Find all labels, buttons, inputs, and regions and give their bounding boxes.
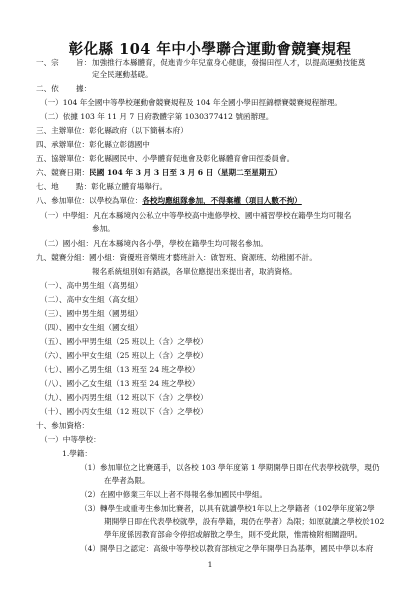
section-8-item-1-line-2: 參加。 [92,224,115,233]
section-2-item-2: （二）依據 103 年 11 月 7 日府教體字第 1030377412 號函辦理。 [40,112,274,121]
section-4-host: 四、承辦單位：彰化縣立彰德國中 [36,140,150,149]
rule-2: （2）在國中修業三年以上者不得報名參加國民中學組。 [80,490,268,499]
section-6-date-range: 民國 104 年 3 月 3 日至 3 月 6 日（星期二至星期五） [89,168,282,177]
section-8-participants [36,196,302,206]
section-5-co-organizers: 五、協辦單位：彰化縣國民中、小學體育促進會及彰化縣體育會田徑委員會。 [36,154,295,163]
section-1-text-line-2: 定全民運動基礎。 [92,70,153,79]
section-10-sub-secondary: （一）中等學校： [40,435,101,444]
section-6-dates [36,168,282,178]
section-10-eligibility: 十、參加資格： [36,421,90,430]
section-7-number: 七、地 [36,182,59,191]
rule-1-line-2: 在學者為限。 [104,476,150,485]
group-item: （一）、高中男生組（高男組） [40,281,143,290]
group-item: （九）、國小丙男生組（12 班以下（含）之學校） [40,393,208,402]
group-item: （四）、國中女生組（國女組） [40,323,143,332]
section-2-label: 據： [76,84,92,93]
section-2-item-1: （一）104 年全國中等學校運動會競賽規程及 104 年全國小學田徑錦標賽競賽規程辦理。 [40,98,343,107]
group-item: （六）、國小甲女生組（25 班以上（含）之學校） [40,351,208,360]
rule-3-line-2: 期開學日即在代表學校就學，設有學籍，現仍在學者）為限；如原就讀之學校於102 [104,517,385,526]
group-item: （七）、國小乙男生組（13 班至 24 班之學校） [40,365,200,374]
section-8-mandatory-note: 各校均應組隊參加，不得棄權（項目人數不拘） [142,196,302,205]
rule-4: （4）開學日之認定：高級中等學校以教育部核定之學年開學日為基準，國民中學以本府 [80,544,374,553]
section-9-prefix: 九、競賽分組：國小組： [36,253,120,262]
section-2-number: 二、依 [36,84,59,93]
section-9-note: 報名系統組別如有錯誤，各單位應提出來提出者，取消資格。 [92,267,298,276]
page-title: 彰化縣 104 年中小學聯合運動會競賽規程 [68,41,352,58]
section-7-venue: 點：彰化縣立體育場舉行。 [76,182,168,191]
section-1-label: 旨： [76,58,92,67]
section-3-organizer: 三、主辦單位：彰化縣政府（以下簡稱本府） [36,126,188,135]
section-9-rule: 資優班音樂班才藝班計入：啟智班、資源班、幼稚園不計。 [119,253,317,262]
section-1-number: 一、宗 [36,58,59,67]
section-10-item-enrollment: 1.學籍： [62,449,93,458]
group-item: （八）、國小乙女生組（13 班至 24 班之學校） [40,379,200,388]
rule-1-line-1: （1）參加單位之比賽選手，以各校 103 學年度第 1 學期開學日即在代表學校就學，現仍 [80,463,380,472]
section-1-text-line-1: 加強推行本縣體育，促進青少年兒童身心健康，發揚田徑人才，以提高運動技能奠 [92,58,366,67]
group-item: （三）、國中男生組（國男組） [40,309,143,318]
section-8-item-2: （二）國小組：凡在本縣境內各小學，學校在籍學生均可報名參加。 [40,239,268,248]
page-number: 1 [207,560,213,569]
rule-3-line-3: 學年度係因教育部命令停招或解散之學生，則不受此限，惟需檢附相關證明。 [104,530,363,539]
group-item: （十）、國小丙女生組（12 班以下（含）之學校） [40,407,208,416]
section-8-prefix: 八、參加單位：以學校為單位： [36,196,143,205]
section-6-prefix: 六、競賽日期： [36,168,90,177]
section-8-item-1-line-1: （一）中學組：凡在本縣境內公私立中等學校高中進修學校、國中補習學校在籍學生均可報名 [40,211,352,220]
group-item: （二）、高中女生組（高女組） [40,295,143,304]
group-item: （五）、國小甲男生組（25 班以上（含）之學校） [40,337,208,346]
section-9-divisions [36,253,317,263]
rule-3-line-1: （3）轉學生或重考生參加比賽者，以具有就讀學校1年以上之學籍者（102學年度第2學 [80,504,375,513]
